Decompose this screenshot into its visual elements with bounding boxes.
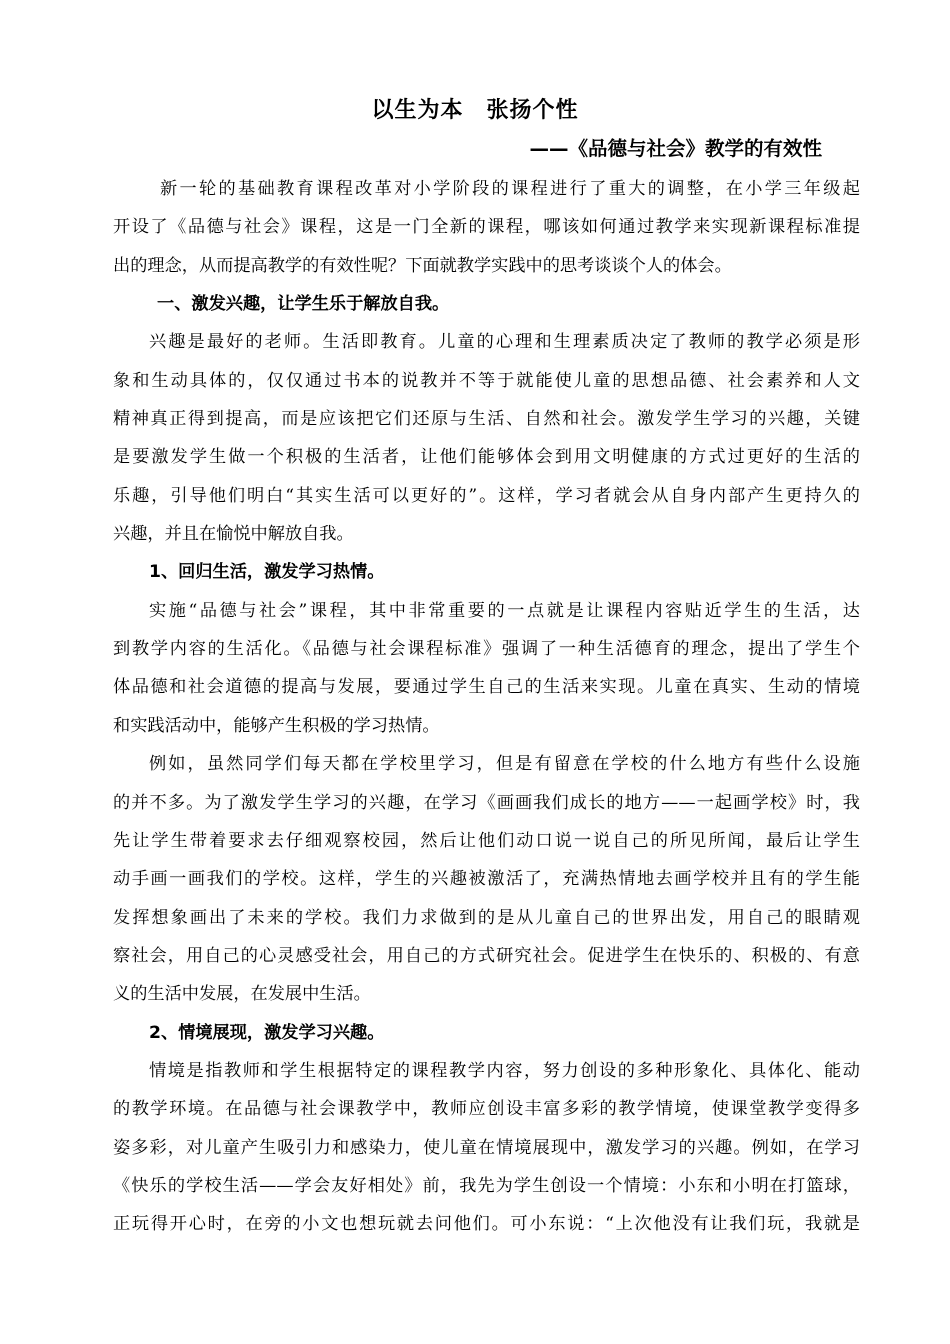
paragraph-line: 先让学生带着要求去仔细观察校园，然后让他们动口说一说自己的所见所闻，最后让学生 bbox=[113, 830, 860, 851]
paragraph-line: 出的理念，从而提高教学的有效性呢？下面就教学实践中的思考谈谈个人的体会。 bbox=[113, 255, 732, 276]
paragraph-line: 例如，虽然同学们每天都在学校里学习，但是有留意在学校的什么地方有些什么设施 bbox=[149, 754, 860, 775]
paragraph-line: 姿多彩，对儿童产生吸引力和感染力，使儿童在情境展现中，激发学习的兴趣。例如，在学习 bbox=[113, 1137, 860, 1158]
paragraph-line: 《快乐的学校生活——学会友好相处》前，我先为学生创设一个情境：小东和小明在打篮球， bbox=[113, 1175, 860, 1196]
paragraph-line: 义的生活中发展，在发展中生活。 bbox=[113, 984, 371, 1005]
section-heading: 1、回归生活，激发学习热情。 bbox=[149, 562, 385, 583]
paragraph-line: 精神真正得到提高，而是应该把它们还原与生活、自然和社会。激发学生学习的兴趣，关键 bbox=[113, 409, 860, 430]
section-heading: 一、激发兴趣，让学生乐于解放自我。 bbox=[157, 294, 450, 315]
paragraph-line: 新一轮的基础教育课程改革对小学阶段的课程进行了重大的调整，在小学三年级起 bbox=[160, 179, 860, 199]
paragraph-line: 情境是指教师和学生根据特定的课程教学内容，努力创设的多种形象化、具体化、能动 bbox=[149, 1060, 860, 1081]
paragraph-line: 到教学内容的生活化。《品德与社会课程标准》强调了一种生活德育的理念，提出了学生个 bbox=[113, 639, 860, 660]
paragraph-line: 动手画一画我们的学校。这样，学生的兴趣被激活了，充满热情地去画学校并且有的学生能 bbox=[113, 869, 860, 890]
page-subtitle: ——《品德与社会》教学的有效性 bbox=[529, 137, 822, 160]
paragraph-line: 和实践活动中，能够产生积极的学习热情。 bbox=[113, 715, 440, 736]
paragraph-line: 开设了《品德与社会》课程，这是一门全新的课程，哪该如何通过教学来实现新课程标准提 bbox=[113, 217, 860, 238]
paragraph-line: 象和生动具体的，仅仅通过书本的说教并不等于就能使儿童的思想品德、社会素养和人文 bbox=[113, 370, 860, 391]
page-title: 以生为本 张扬个性 bbox=[371, 98, 579, 123]
paragraph-line: 兴趣，并且在愉悦中解放自我。 bbox=[113, 524, 354, 545]
section-heading: 2、情境展现，激发学习兴趣。 bbox=[149, 1022, 385, 1043]
paragraph-line: 察社会，用自己的心灵感受社会，用自己的方式研究社会。促进学生在快乐的、积极的、有意 bbox=[113, 945, 860, 966]
paragraph-line: 正玩得开心时，在旁的小文也想玩就去问他们。可小东说：“上次他没有让我们玩，我就是 bbox=[113, 1214, 860, 1235]
paragraph-line: 乐趣，引导他们明白“其实生活可以更好的”。这样，学习者就会从自身内部产生更持久的 bbox=[113, 485, 860, 506]
paragraph-line: 的教学环境。在品德与社会课教学中，教师应创设丰富多彩的教学情境，使课堂教学变得多 bbox=[113, 1099, 860, 1120]
paragraph-line: 发挥想象画出了未来的学校。我们力求做到的是从儿童自己的世界出发，用自己的眼睛观 bbox=[113, 907, 860, 928]
paragraph-line: 是要激发学生做一个积极的生活者，让他们能够体会到用文明健康的方式过更好的生活的 bbox=[113, 447, 860, 468]
document-body bbox=[113, 170, 860, 1244]
paragraph-line: 实施“品德与社会”课程，其中非常重要的一点就是让课程内容贴近学生的生活，达 bbox=[149, 600, 860, 621]
paragraph-line: 兴趣是最好的老师。生活即教育。儿童的心理和生理素质决定了教师的教学必须是形 bbox=[149, 332, 860, 353]
paragraph-line: 体品德和社会道德的提高与发展，要通过学生自己的生活来实现。儿童在真实、生动的情境 bbox=[113, 677, 860, 698]
paragraph-line: 的并不多。为了激发学生学习的兴趣，在学习《画画我们成长的地方——一起画学校》时，我 bbox=[113, 792, 860, 813]
